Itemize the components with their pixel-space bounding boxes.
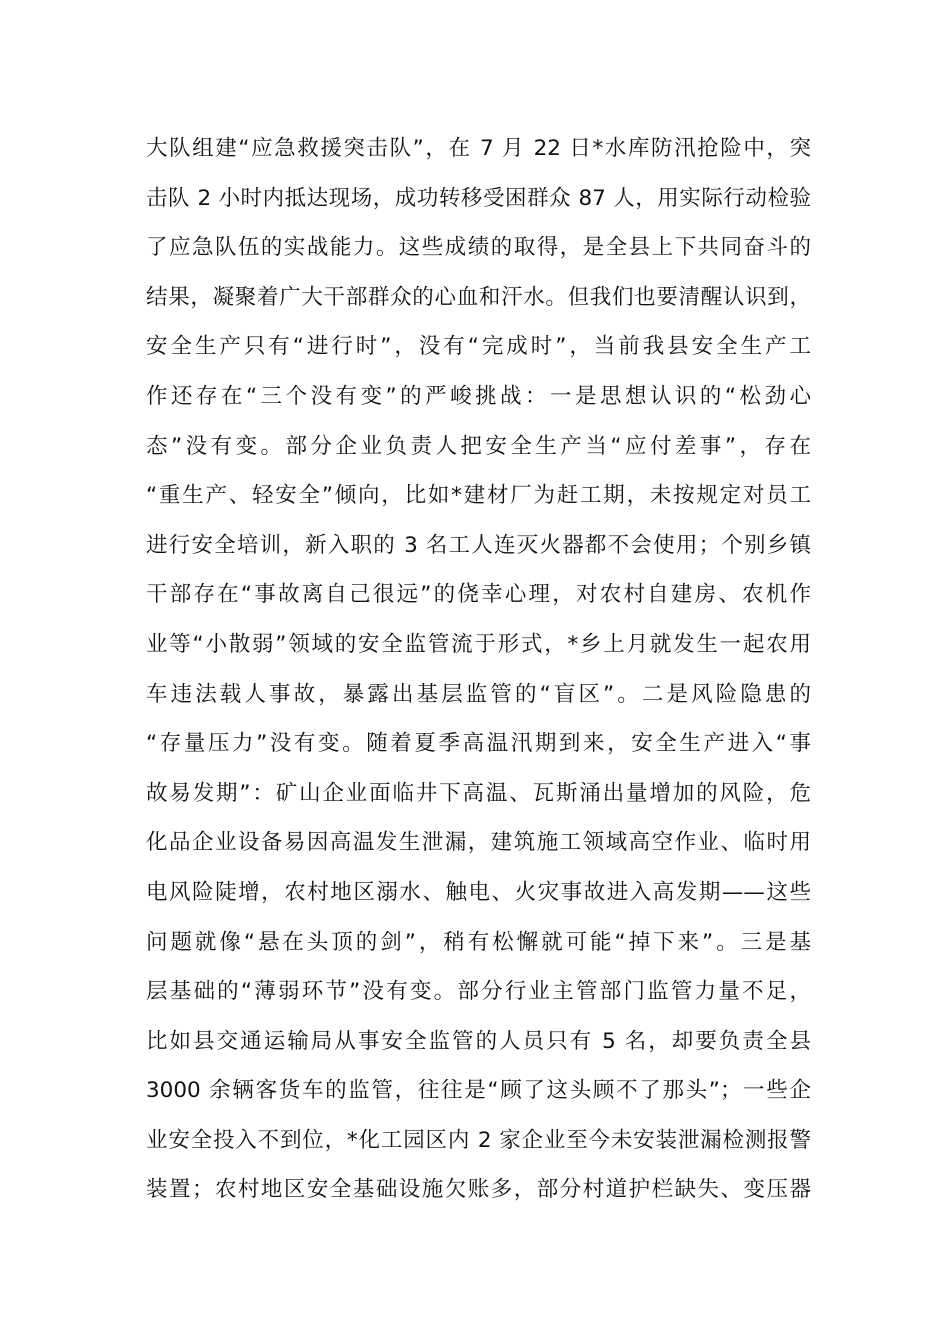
text-line-21: 业安全投入不到位，*化工园区内 2 家企业至今未安装泄漏检测报警 [146,1127,811,1153]
text-line-10: 干部存在“事故离自己很远”的侥幸心理，对农村自建房、农机作 [146,582,811,608]
text-line-1: 大队组建“应急救援突击队”，在 7 月 22 日*水库防汛抢险中，突 [146,136,811,161]
text-line-6: 作还存在“三个没有变”的严峻挑战：一是思想认识的“松劲心 [146,383,811,409]
text-line-3: 了应急队伍的实战能力。这些成绩的取得，是全县上下共同奋斗的 [146,235,811,261]
text-line-18: 层基础的“薄弱环节”没有变。部分行业主管部门监管力量不足， [146,979,811,1005]
text-line-4: 结果，凝聚着广大干部群众的心血和汗水。但我们也要清醒认识到， [146,284,811,310]
text-line-11: 业等“小散弱”领域的安全监管流于形式，*乡上月就发生一起农用 [146,631,811,657]
text-line-15: 化品企业设备易因高温发生泄漏，建筑施工领域高空作业、临时用 [146,830,811,856]
text-line-8: “重生产、轻安全”倾向，比如*建材厂为赶工期，未按规定对员工 [146,483,811,509]
text-line-12: 车违法载人事故，暴露出基层监管的“盲区”。二是风险隐患的 [146,681,811,707]
body-text [146,124,811,1215]
text-line-9: 进行安全培训，新入职的 3 名工人连灭火器都不会使用；个别乡镇 [146,532,811,558]
text-line-13: “存量压力”没有变。随着夏季高温汛期到来，安全生产进入“事 [146,731,811,757]
text-line-2: 击队 2 小时内抵达现场，成功转移受困群众 87 人，用实际行动检验 [146,185,811,211]
text-line-22: 装置；农村地区安全基础设施欠账多，部分村道护栏缺失、变压器 [146,1177,811,1203]
text-line-20: 3000 余辆客货车的监管，往往是“顾了这头顾不了那头”；一些企 [146,1078,811,1104]
text-line-19: 比如县交通运输局从事安全监管的人员只有 5 名，却要负责全县 [146,1028,811,1054]
text-line-7: 态”没有变。部分企业负责人把安全生产当“应付差事”，存在 [146,433,811,459]
text-line-5: 安全生产只有“进行时”，没有“完成时”，当前我县安全生产工 [146,334,811,360]
text-line-16: 电风险陡增，农村地区溺水、触电、火灾事故进入高发期——这些 [146,879,811,905]
text-line-17: 问题就像“悬在头顶的剑”，稍有松懈就可能“掉下来”。三是基 [146,929,811,955]
text-line-14: 故易发期”：矿山企业面临井下高温、瓦斯涌出量增加的风险，危 [146,780,811,806]
